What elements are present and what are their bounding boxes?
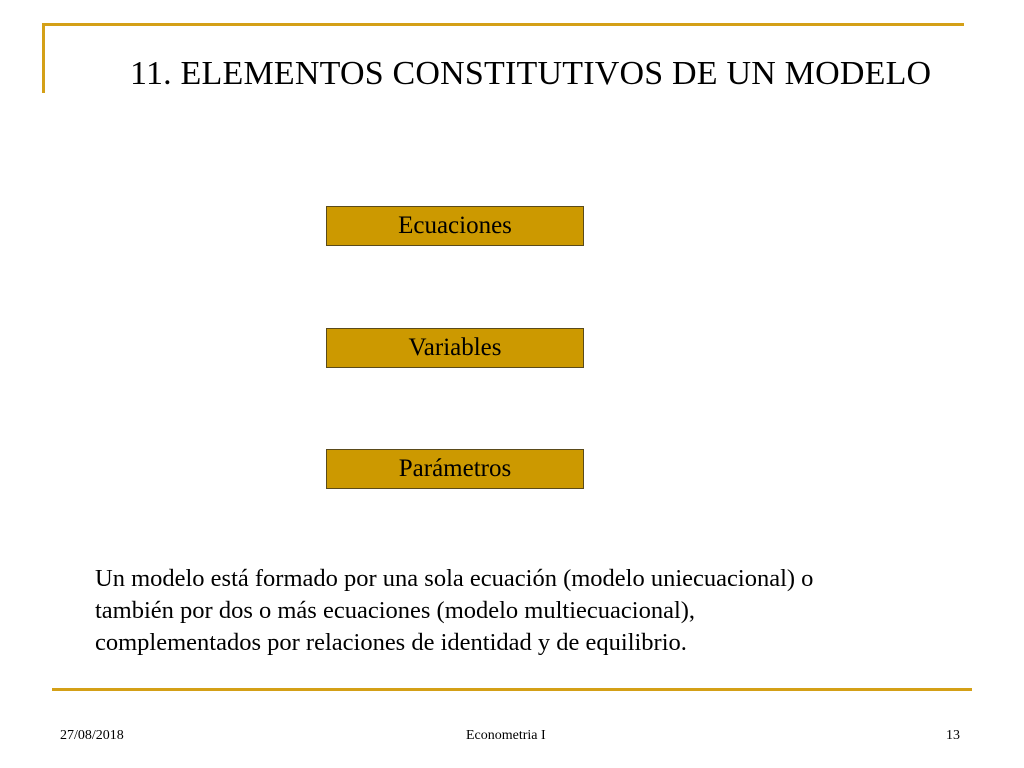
footer-page-number: 13 bbox=[946, 728, 960, 743]
element-box-ecuaciones: Ecuaciones bbox=[326, 206, 584, 246]
footer-date: 27/08/2018 bbox=[60, 728, 124, 743]
element-box-variables: Variables bbox=[326, 328, 584, 368]
element-box-parametros: Parámetros bbox=[326, 449, 584, 489]
body-line: también por dos o más ecuaciones (modelo multiecuacional), bbox=[95, 597, 696, 624]
body-line: Un modelo está formado por una sola ecuación (modelo uniecuacional) o bbox=[95, 565, 814, 592]
left-rule bbox=[42, 23, 45, 93]
bottom-rule bbox=[52, 688, 972, 691]
body-paragraph bbox=[95, 563, 965, 659]
top-rule bbox=[42, 23, 964, 26]
body-line: complementados por relaciones de identidad y de equilibrio. bbox=[95, 629, 687, 656]
footer-course: Econometria I bbox=[466, 728, 546, 743]
slide-title: 11. ELEMENTOS CONSTITUTIVOS DE UN MODELO bbox=[130, 55, 932, 92]
